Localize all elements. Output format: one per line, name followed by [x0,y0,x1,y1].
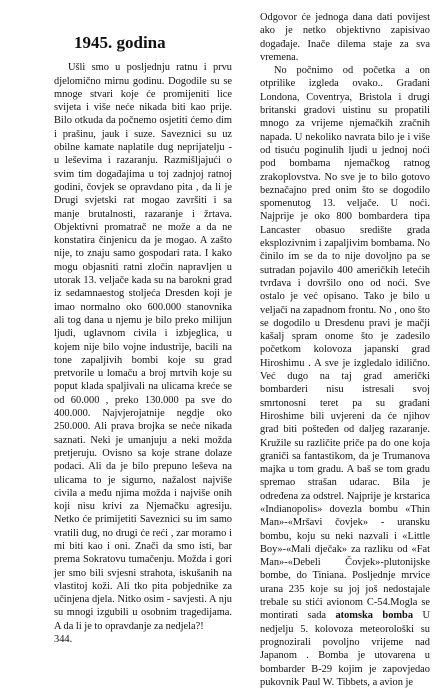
right-paragraph: No počnimo od početka a on otprilike izgleda ovako.. Građani Londona, Coventrya, Bristola i drugi britanski gradovi uistinu su propatili mnogo za vrijeme njemačkih zračnih napada. U nekoliko navrata bilo je i više od tisuću poginulih ljudi u jednoj noći pod bombama njemačkog ratnog zrakoplovstva. No sve je to bilo gotovo beznačajno pred onim što se dogodilo spomenutog 13. veljače. U noći. Najprije je oko 800 bombardera tipa Lancaster obasuo središte grada eksplozivnim i zapaljivim bombama. No činilo im se da to nije dovoljno pa se sutradan pojavilo 400 američkih letećih tvrđava i dovršilo ono od noći. Sve ostalo je već opisano. Tako je bilo u veljači na zapadnom frontu. No , ono što se dogodilo u Dresdenu pravi je mačji kašalj spram onome što je zadesilo početkom kolovoza japanski grad Hiroshimu . A sve je izgledalo idilično. Već dugo na taj grad američki bombarderi nisu istresali svoj smrtonosni teret pa su građani Hiroshime bili uvjereni da će njihov grad biti pošteđen od daljeg razaranje. Kružile su različite priče pa do one koja graniči sa fantastikom, da je Trumanova majka u tom gradu. A baš se tom gradu spremao strašan udarac. Bila je određena za odstrel. Najprije je krstarica «Indianopolis» dovezla bombu «Thin Man»-«Mršavi čovjek» - uransku bombu, koju su neki nazvali i «Little Boy»-«Mali dječak» za razliku od «Fat Man»-«Debeli Čovjek»-plutonijske bombe, do Tiniana. Posljednje mrvice urana 235 koje su joj još nedostajale trebale su stići avionom C-54.Mogla se montirati sada atomska bomba U nedjelju 5. kolovoza meteorološki su prognozirali povoljno vrijeme nad Japanom . Bomba je utovarena u bombarder B-29 kojim je zapovjedao pukovnik Paul W. Tibbets, a avion je [260,65,430,688]
page-number: 344. [54,634,73,646]
emphasis-text: atomska bomba [335,610,414,622]
right-paragraph: Odgovor će jednoga dana dati povijest ako je netko objektivno zapisivao događaje. Inače dilema staje za sva vremena. [260,12,430,63]
left-column [54,10,232,646]
right-column [260,11,430,689]
left-paragraph: Ušli smo u posljednju ratnu i prvu djelomično mirnu godinu. Dogodile su se mnoge stvari koje će promijeniti lice svijeta i više neće nikada biti kao prije. Bilo otkuda da počnemo osjetiti ćemo dim i prašinu, jauk i suze. Saveznici su uz obilne kamate naplatile dug neprijatelju - u leševima i razaranju. Razmišljajući o svim tim događajima u toj zadnjoj ratnoj godini, čovjek se opravdano pita , da li je Drugi svjetski rat mogao završiti i sa manje brutalnosti, razaranje i žrtava. Objektivni promatrač ne može a da ne konstatira činjenicu da je mogao. A zašto nije, to znaju samo gospodari rata. I kako mogu objasniti ratni zločin napravljen u utorak 13. veljače kada su na barokni grad iz sedamnaestog stoljeća Dresden koji je imao normalno oko 600.000 stanovnika ali tog dana u njemu je bilo preko milijun ljudi, uglavnom civila i izbjeglica, u kojem nije bilo vojne industrije, bacili na tone zapaljivih bombi koje su grad pretvorile u lomaču a broj mrtvih koje su poput klada spaljivali na ulicama kreće se od 60.000 , preko 130.000 pa sve do 400.000. Najvjerojatnije negdje oko 250.000. Ali prava brojka se neće nikada saznati. Neki je umanjuju a neki možda pretjeruju. Ovisno sa koje strane dolaze podaci. Ali da je bilo prepuno leševa na ulicama to je sigurno, nažalost najviše civila a među njima možda i najviše onih koji nisu krivi za Njemačku agresiju. Netko će primijetiti Saveznici su im samo vratili dug, no drugi će reći , zar moramo i mi biti kao i oni. Znači da smo isti, bar prema Sokratovu tumačenju. Možda i gori jer smo bili svjesni strahota, iskušanih na vlastitoj koži. Ali tko pita pobjednike za učinjena djela. Nitko osim - savjesti. A nju su mnogi izgubili u osobnim tragedijama. A da li je to opravdanje za nedjela?! [54,62,232,632]
page-title: 1945. godina [74,33,166,52]
